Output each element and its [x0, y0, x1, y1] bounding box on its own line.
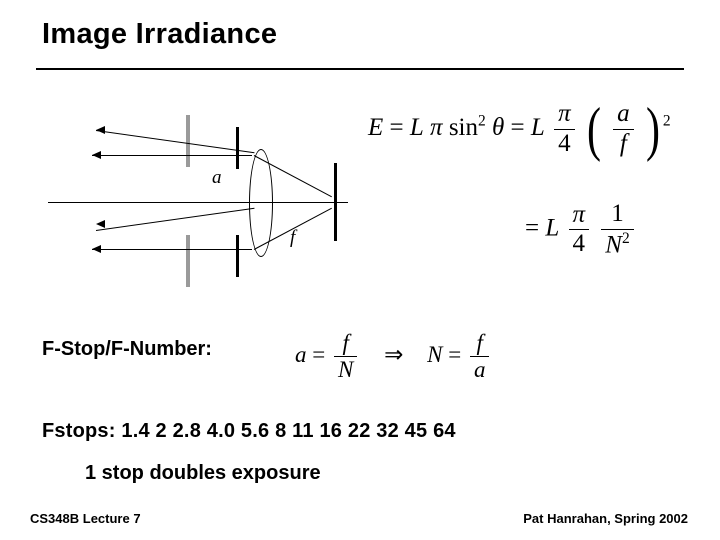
eqf-a: a: [295, 342, 307, 368]
eq-L-2: L: [530, 113, 545, 141]
title-divider: [36, 68, 684, 70]
image-plane-bar: [334, 163, 337, 241]
arrowhead-parallel-upper: [92, 151, 101, 159]
eq-frac-pi-over-4: [554, 100, 575, 159]
aperture-stop-top: [236, 127, 239, 169]
eq2-frac-n-exponent: 2: [621, 229, 630, 247]
eq-equals-1: =: [389, 113, 404, 141]
fstops-list: Fstops: 1.4 2 2.8 4.0 5.6 8 11 16 22 32 45 64: [42, 420, 456, 442]
eq-paren-open: (: [586, 95, 601, 162]
equation-irradiance-fnumber: [525, 200, 637, 260]
eqf-frac-a-den: a: [473, 357, 486, 383]
page-title: Image Irradiance: [42, 18, 278, 50]
eq-E: E: [368, 113, 384, 141]
eq-equals-2: =: [510, 113, 525, 141]
aperture-label: a: [212, 167, 222, 188]
eqf-equals-2: =: [448, 342, 462, 368]
eq2-frac-n-den: [601, 230, 633, 260]
fstop-heading: F-Stop/F-Number:: [42, 338, 212, 360]
eqf-frac-f-over-N: [334, 330, 357, 384]
eq2-frac-one-over-nsq: [601, 200, 633, 260]
optical-axis: [48, 202, 348, 203]
eq-sin: sin: [448, 113, 479, 141]
eq-frac-a-num: a: [613, 100, 634, 130]
ray-oblique-lower: [96, 208, 255, 231]
eq-frac-a-over-f: [613, 100, 634, 159]
eq-frac-4-den: 4: [558, 129, 571, 157]
eq2-frac-pi-num: π: [569, 201, 590, 231]
eq2-equals: =: [525, 214, 540, 242]
object-bar-bottom: [186, 235, 190, 287]
arrowhead-oblique-lower: [96, 220, 105, 228]
ray-oblique-upper: [96, 130, 255, 153]
eqf-frac-N-den: N: [337, 357, 354, 383]
implies-symbol: ⇒: [384, 342, 404, 368]
ray-parallel-lower: [92, 249, 252, 250]
eq-frac-f-den: f: [619, 129, 627, 157]
eq-pi-1: π: [430, 113, 443, 141]
eq-sin-exponent: 2: [478, 112, 486, 130]
focal-length-label: f: [290, 227, 296, 248]
eqf-frac-f2-num: f: [470, 330, 490, 357]
object-bar-top: [186, 115, 190, 167]
optics-diagram: [40, 95, 360, 310]
eqf-equals-1: =: [312, 342, 326, 368]
eqf-frac-f-num: f: [334, 330, 357, 357]
aperture-stop-bottom: [236, 235, 239, 277]
eq-theta: θ: [492, 113, 505, 141]
eqf-frac-f-over-a: [470, 330, 490, 384]
fstop-note: 1 stop doubles exposure: [85, 462, 321, 484]
eq2-frac-n-letter: N: [605, 231, 622, 259]
ray-parallel-upper: [92, 155, 252, 156]
equation-fstop: [295, 330, 492, 384]
eq2-frac-1-num: 1: [601, 200, 633, 230]
equation-irradiance: [368, 95, 671, 162]
eq2-L: L: [545, 214, 560, 242]
eqf-N: N: [427, 342, 443, 368]
eq-L-1: L: [409, 113, 424, 141]
arrowhead-parallel-lower: [92, 245, 101, 253]
eq-frac-pi-num: π: [554, 100, 575, 130]
arrowhead-oblique-upper: [96, 126, 105, 134]
eq-paren-exponent: 2: [662, 112, 671, 130]
footer-lecture: CS348B Lecture 7: [30, 511, 141, 526]
footer-author: Pat Hanrahan, Spring 2002: [523, 511, 688, 526]
eq-paren-close: ): [645, 95, 660, 162]
eq2-frac-4-den: 4: [572, 230, 586, 258]
eq2-frac-pi-over-4: [569, 201, 590, 260]
